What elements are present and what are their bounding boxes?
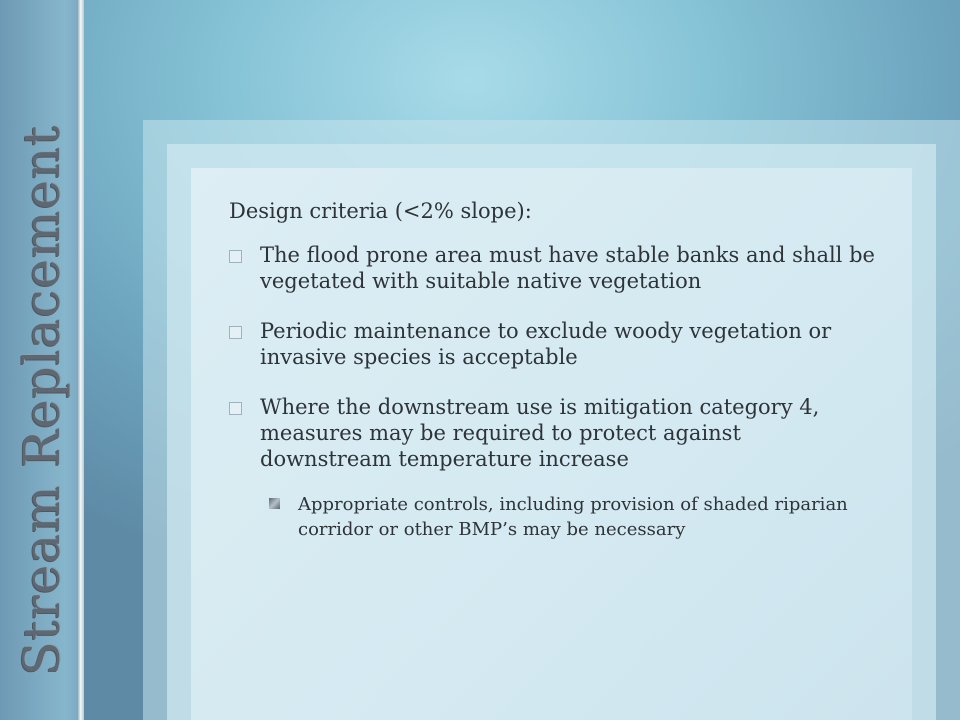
bullet-item	[229, 242, 879, 294]
bullet-text: The flood prone area must have stable banks and shall be vegetated with suitable native vegetation	[260, 243, 875, 293]
criteria-heading: Design criteria (<2% slope):	[229, 199, 532, 223]
hollow-square-icon	[229, 250, 242, 263]
slide-title: Stream Replacement	[13, 124, 71, 676]
bullet-item	[229, 394, 879, 472]
bullet-item	[229, 318, 879, 370]
slide-body	[229, 196, 879, 542]
filled-square-icon	[269, 498, 280, 509]
vertical-divider	[78, 0, 84, 720]
bullet-text: Periodic maintenance to exclude woody vegetation or invasive species is acceptable	[260, 319, 832, 369]
hollow-square-icon	[229, 326, 242, 339]
sub-bullet-item	[269, 492, 879, 542]
hollow-square-icon	[229, 402, 242, 415]
bullet-text: Where the downstream use is mitigation category 4, measures may be required to protect against downstream temperature increase	[260, 395, 820, 471]
sub-bullet-text: Appropriate controls, including provision of shaded riparian corridor or other BMP’s may be necessary	[298, 494, 848, 540]
